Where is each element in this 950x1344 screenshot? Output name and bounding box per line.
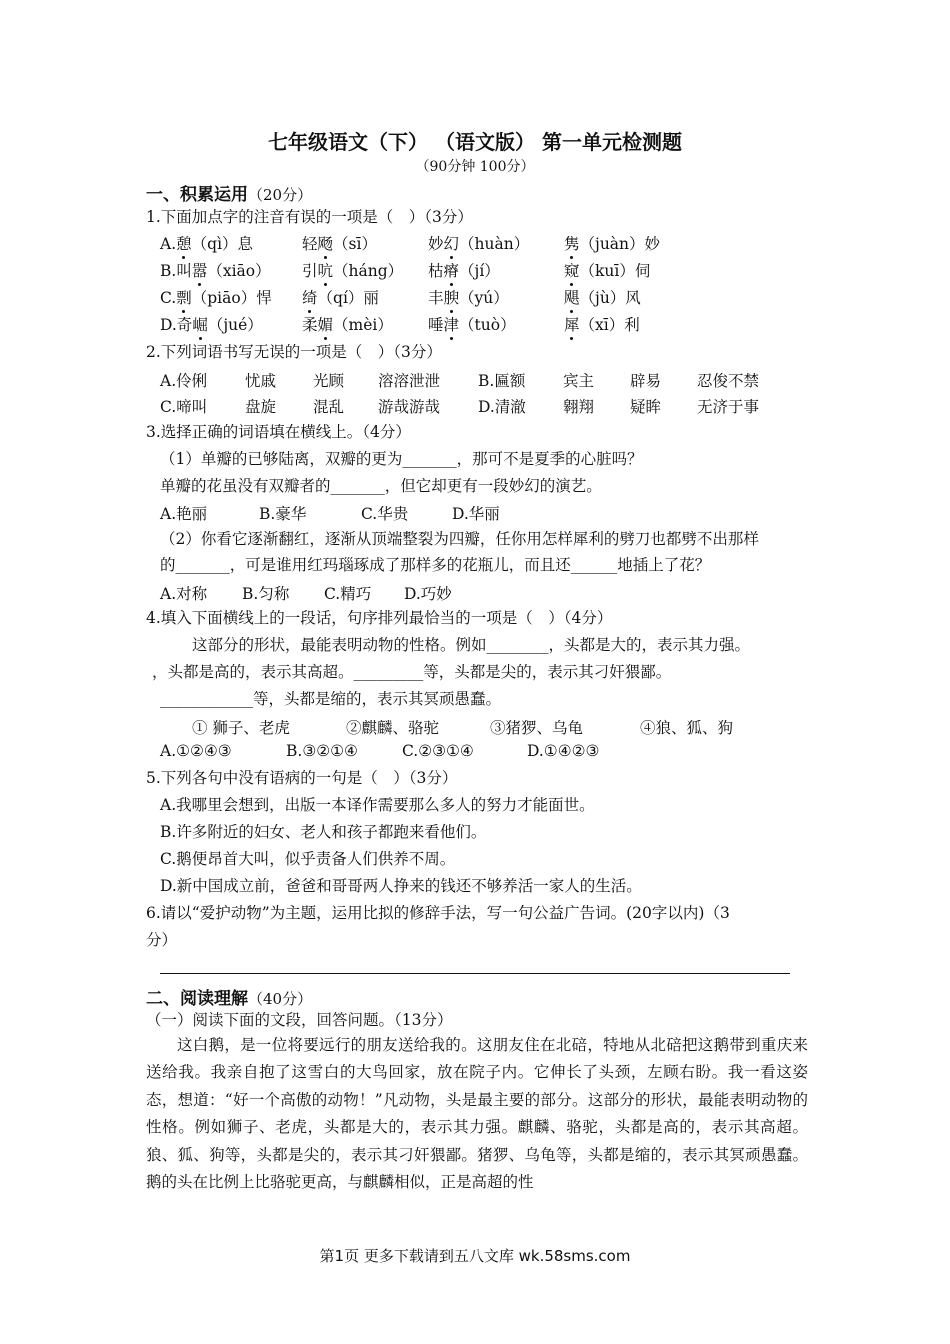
option-text: C. [160,289,177,307]
option-text: （jí） [459,262,500,280]
option-text: （jù）风 [579,289,641,307]
option-text: （jué） [207,316,263,334]
question-3-option: B.豪华 [259,505,307,523]
option-text: （háng） [333,262,404,280]
question-3-option: A.对称 [160,585,208,603]
option-text: 轻 [302,235,318,253]
reading-part-1-heading: （一）阅读下面的文段，回答问题。（13分） [146,1011,453,1029]
option-text: （qí）丽 [317,289,379,307]
question-5-option-d: D.新中国成立前，爸爸和哥哥两人挣来的钱还不够养活一家人的生活。 [160,877,642,895]
question-2-word: 辟易 [630,372,662,390]
option-text: 柔 [302,316,318,334]
option-text: （qì）息 [191,235,254,253]
question-1-option-cell [564,313,640,335]
question-3-option: C.精巧 [324,585,372,603]
option-text: （kuī）伺 [579,262,651,280]
question-1-option-cell [302,313,393,335]
dotted-character: 媚 [318,313,334,335]
question-1-stem: 1.下面加点字的注音有误的一项是（ ）（3分） [146,208,473,226]
dotted-character: 腴 [444,286,460,308]
question-3-part-1-line-2: 单瓣的花虽没有双瓣者的_______，但它却更有一段妙幻的演艺。 [160,477,602,495]
option-text: （sī） [333,235,377,253]
question-1-option-cell [160,232,253,254]
option-text: D.奇 [160,316,193,334]
question-2-word: B.匾额 [478,372,526,390]
question-2-word: A.伶俐 [160,372,208,390]
question-1-option-cell [564,232,660,254]
dotted-character: 隽 [564,232,580,254]
question-4-item: ③猪猡、乌龟 [490,719,584,737]
question-2-word: 忧戚 [245,372,277,390]
question-3-part-1-line-1: （1）单瓣的已够陆离，双瓣的更为_______，那可不是夏季的心脏吗？ [160,450,643,468]
dotted-character: 崛 [192,313,208,335]
question-4-option: A.①②④③ [160,742,232,760]
section-heading-2 [146,984,312,1009]
question-4-passage-line-1: 这部分的形状，最能表明动物的性格。例如________，头都是大的，表示其力强。 [192,636,751,654]
dotted-character: 窥 [564,259,580,281]
question-2-word: 无济于事 [697,398,760,416]
question-5-stem: 5.下列各句中没有语病的一句是（ ）（3分） [146,769,458,787]
dotted-character: 幻 [444,232,460,254]
question-2-word: 宾主 [563,372,595,390]
question-2-word: 翱翔 [563,398,595,416]
question-2-word: 游哉游哉 [378,398,441,416]
question-4-option: D.①④②③ [527,742,600,760]
page-title: 七年级语文（下） （语文版） 第一单元检测题 [268,130,682,154]
question-4-stem: 4.填入下面横线上的一段话，句序排列最恰当的一项是（ ）（4分） [146,609,613,627]
question-4-option: C.②③①④ [402,742,474,760]
dotted-character: 瘠 [444,259,460,281]
question-1-option-cell [302,259,403,281]
dotted-character: 吭 [318,259,334,281]
answer-blank-line[interactable] [160,973,790,974]
question-5-option-b: B.许多附近的妇女、老人和孩子都跑来看他们。 [160,823,487,841]
question-1-option-cell [564,286,641,308]
question-1-option-cell [428,232,529,254]
question-3-stem: 3.选择正确的词语填在横线上。（4分） [146,423,411,441]
section-points: （20分） [248,186,313,204]
option-text: （juàn）妙 [579,235,661,253]
question-1-option-cell [564,259,650,281]
option-text: 丰 [428,289,444,307]
section-title: 二、阅读理解 [146,989,248,1009]
question-1-option-cell [428,259,500,281]
question-1-option-cell [302,232,377,254]
section-heading-1 [146,180,312,205]
option-text: 唾 [428,316,444,334]
question-2-stem: 2.下列词语书写无误的一项是（ ）（3分） [146,343,442,361]
option-text: （xiāo） [207,262,271,280]
option-text: B.叫 [160,262,192,280]
question-1-option-cell [160,313,263,335]
question-2-word: 忍俊不禁 [697,372,760,390]
question-2-word: D.清澈 [478,398,526,416]
option-text: （yú） [459,289,509,307]
question-5-option-a: A.我哪里会想到，出版一本译作需要那么多人的努力才能面世。 [160,796,595,814]
question-2-word: 光顾 [313,372,345,390]
dotted-character: 飏 [318,232,334,254]
dotted-character: 犀 [564,313,580,335]
question-3-option: A.艳丽 [160,505,208,523]
question-1-option-cell [428,286,509,308]
question-3-option: C.华贵 [361,505,409,523]
question-6-stem-line-1: 6.请以“爱护动物”为主题，运用比拟的修辞手法，写一句公益广告词。(20字以内)（3 [146,904,730,922]
dotted-character: 绮 [302,286,318,308]
option-text: （mèi） [333,316,393,334]
question-4-option: B.③②①④ [286,742,358,760]
question-6-stem-line-2: 分） [146,931,178,949]
page-subtitle: （90分钟 100分） [415,159,535,175]
question-4-item: ②麒麟、骆驼 [346,719,440,737]
option-text: 枯 [428,262,444,280]
option-text: （huàn） [459,235,530,253]
question-3-option: D.巧妙 [404,585,452,603]
question-2-word: C.啼叫 [160,398,208,416]
question-2-word: 混乱 [313,398,345,416]
option-text: （tuò） [459,316,516,334]
question-1-option-cell [428,313,516,335]
reading-passage: 这白鹅，是一位将要远行的朋友送给我的。这朋友住在北碚，特地从北碚把这鹅带到重庆来送给我。我亲自抱了这雪白的大鸟回家，放在院子内。它伸长了头颈，左顾右盼。我一看这姿态，想道：“好一个高傲的动物！”凡动物，头是最主要的部分。这部分的形状，最能表明动物的性格。例如狮子、老虎，头都是大的，表示其力强。麒麟、骆驼，头都是高的，表示其高超。狼、狐、狗等，头都是尖的，表示其刁奸猥鄙。猪猡、乌龟等，头都是缩的，表示其冥顽愚蠢。鹅的头在比例上比骆驼更高，与麒麟相似，正是高超的性 [146,1036,808,1192]
option-text: 妙 [428,235,444,253]
question-4-item: ① 狮子、老虎 [192,719,290,737]
section-points: （40分） [248,990,313,1008]
option-text: A. [160,235,177,253]
question-2-word: 盘旋 [245,398,277,416]
dotted-character: 飓 [564,286,580,308]
option-text: （xī）利 [579,316,640,334]
dotted-character: 津 [444,313,460,335]
page-footer: 第1页 更多下载请到五八文库 wk.58sms.com [319,1247,631,1265]
question-5-option-c: C.鹅便昂首大叫，似乎责备人们供养不周。 [160,850,456,868]
dotted-character: 剽 [176,286,192,308]
option-text: （piāo）悍 [191,289,272,307]
option-text: 引 [302,262,318,280]
question-2-word: 疑眸 [630,398,662,416]
question-2-word: 溶溶泄泄 [378,372,441,390]
question-3-option: D.华丽 [452,505,500,523]
question-3-part-2-line-1: （2）你看它逐渐翻红，逐渐从顶端整裂为四瓣，任你用怎样犀利的劈刀也都劈不出那样 [160,530,759,548]
question-3-part-2-line-2: 的_______，可是谁用红玛瑙琢成了那样多的花瓶儿，而且还______地插上了花？ [160,556,711,574]
dotted-character: 嚣 [192,259,208,281]
question-3-option: B.匀称 [242,585,290,603]
question-1-option-cell [160,286,272,308]
dotted-character: 憩 [176,232,192,254]
question-1-option-cell [302,286,379,308]
question-4-item: ④狼、狐、狗 [640,719,734,737]
section-title: 一、积累运用 [146,185,248,205]
question-1-option-cell [160,259,271,281]
question-4-passage-line-3: ____________等，头都是缩的，表示其冥顽愚蠢。 [160,690,502,708]
question-4-passage-line-2: ，头都是高的，表示其高超。_________等，头都是尖的，表示其刁奸猥鄙。 [152,663,672,681]
